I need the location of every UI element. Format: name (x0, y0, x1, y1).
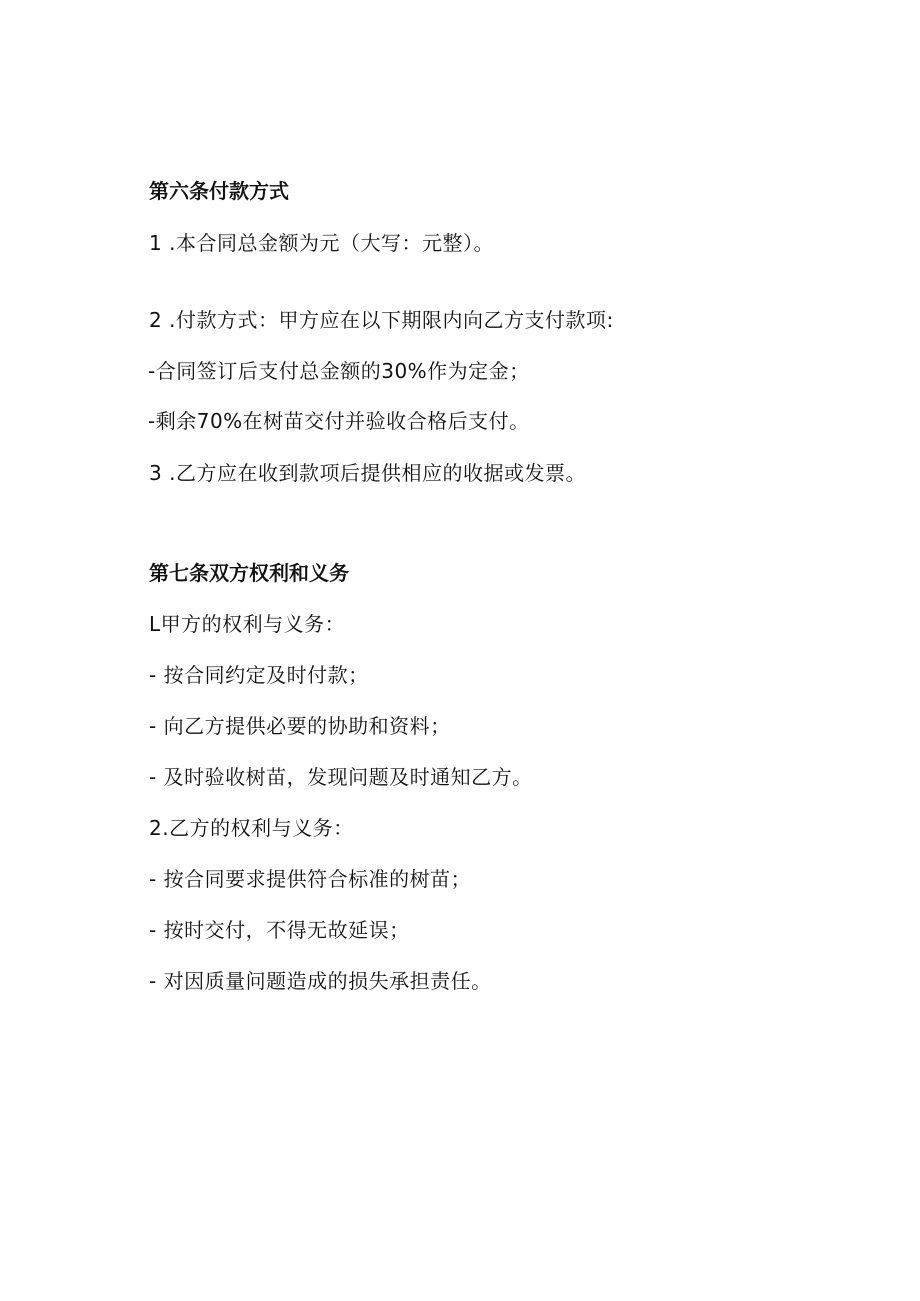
section-6-item-2-sub-1: -合同签订后支付总金额的30%作为定金； (148, 359, 530, 383)
section-6-item-2-sub-2: -剩余70%在树苗交付并验收合格后支付。 (148, 409, 530, 433)
party-a-item: - 向乙方提供必要的协助和资料； (149, 714, 451, 738)
section-6-item-3: 3 .乙方应在收到款项后提供相应的收据或发票。 (149, 461, 586, 485)
section-6-item-2: 2 .付款方式：甲方应在以下期限内向乙方支付款项: (149, 308, 614, 332)
party-a-heading: L甲方的权利与义务： (149, 612, 346, 636)
section-6-item-1: 1 .本合同总金额为元（大写：元整）。 (149, 231, 494, 255)
section-7-title: 第七条双方权利和义务 (149, 561, 349, 585)
party-a-item: - 按合同约定及时付款； (149, 663, 369, 687)
party-b-item: - 按时交付，不得无故延误； (149, 918, 410, 942)
party-b-heading: 2.乙方的权利与义务： (149, 816, 354, 840)
party-b-item: - 对因质量问题造成的损失承担责任。 (149, 969, 492, 993)
party-b-item: - 按合同要求提供符合标准的树苗； (149, 867, 472, 891)
party-a-item: - 及时验收树苗，发现问题及时通知乙方。 (149, 765, 533, 789)
section-6-title: 第六条付款方式 (149, 179, 289, 203)
